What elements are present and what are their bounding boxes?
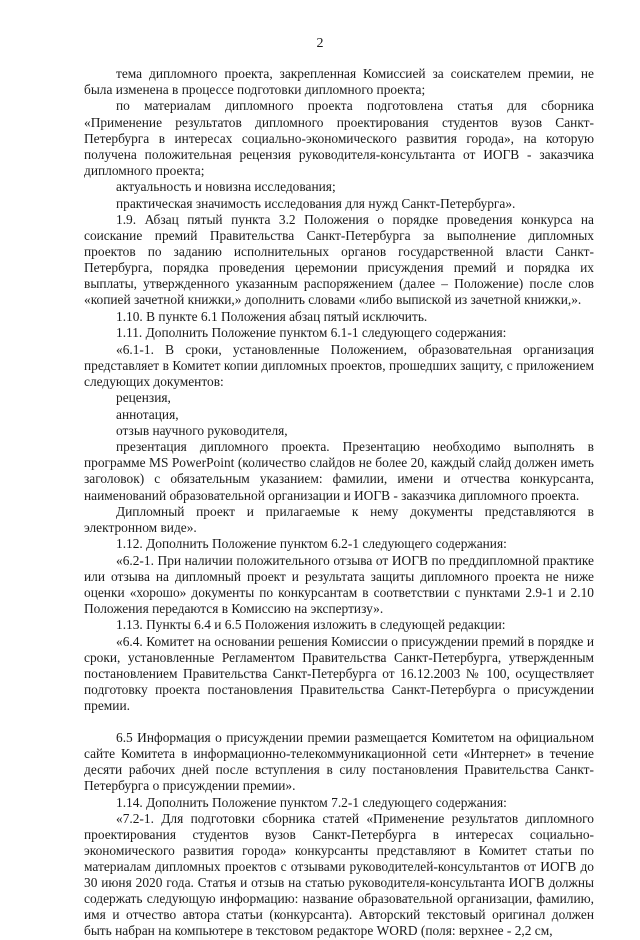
paragraph: 1.11. Дополнить Положение пунктом 6.1-1 следующего содержания: [116, 325, 507, 341]
paragraph: презентация дипломного проекта. Презентацию необходимо выполнять в программе MS PowerPoint (количество слайдов не более 20, каждый слайд должен иметь заголовок) с обязательным указанием: фамилии, имени и отчества конкурсанта, наименований образовательной организации и ИОГВ - заказчика дипломного проекта. [84, 439, 594, 503]
paragraph: тема дипломного проекта, закрепленная Комиссией за соискателем премии, не была изменена в процессе подготовки дипломного проекта; [84, 66, 594, 98]
paragraph: 1.9. Абзац пятый пункта 3.2 Положения о порядке проведения конкурса на соискание премий Правительства Санкт-Петербурга за выполнение дипломных проектов по заданию исполнительных органов государственной власти Санкт-Петербурга, порядка проведения церемонии присуждения премий и порядка их выплаты, утвержденного указанным распоряжением (далее – Положение) после слов «копией зачетной книжки,» дополнить словами «либо выпиской из зачетной книжки,». [84, 211, 594, 308]
paragraph: 1.12. Дополнить Положение пунктом 6.2-1 следующего содержания: [116, 536, 507, 552]
paragraph: 6.5 Информация о присуждении премии размещается Комитетом на официальном сайте Комитета в информационно-телекоммуникационной сети «Интернет» в течение десяти рабочих дней после вступления в силу постановления Правительства Санкт-Петербурга о присуждении премии». [84, 730, 594, 794]
paragraph: «7.2-1. Для подготовки сборника статей «Применение результатов дипломного проектирования студентов вузов Санкт-Петербурга в интересах социально-экономического развития города» конкурсанты представляют в Комитет статьи по материалам дипломных проектов с отзывами руководителей-консультантов от ИОГВ до 30 июня 2020 года. Статья и отзыв на статью руководителя-консультанта ИОГВ должны содержать следующую информацию: название образовательной организации, фамилию, имя и отчество автора статьи (конкурсанта). Авторский текстовый оригинал должен быть набран на компьютере в текстовом редакторе WORD (поля: верхнее - 2,2 см, [84, 811, 594, 939]
body-text [84, 66, 594, 940]
paragraph: 1.14. Дополнить Положение пунктом 7.2-1 следующего содержания: [116, 794, 507, 810]
paragraph: актуальность и новизна исследования; [116, 179, 336, 195]
page-number: 2 [316, 36, 324, 51]
paragraph: 1.13. Пункты 6.4 и 6.5 Положения изложить в следующей редакции: [116, 617, 506, 633]
paragraph: отзыв научного руководителя, [116, 422, 288, 438]
paragraph: «6.1-1. В сроки, установленные Положением, образовательная организация представляет в Комитет копии дипломных проектов, прошедших защиту, с приложением следующих документов: [84, 341, 594, 389]
paragraph: Дипломный проект и прилагаемые к нему документы представляются в электронном виде». [84, 503, 594, 535]
paragraph: рецензия, [116, 390, 171, 406]
paragraph: практическая значимость исследования для нужд Санкт-Петербурга». [116, 195, 516, 211]
paragraph: аннотация, [116, 406, 179, 422]
paragraph: по материалам дипломного проекта подготовлена статья для сборника «Применение результатов дипломного проектирования студентов вузов Санкт-Петербурга в интересах социально-экономического развития города», на которую получена положительная рецензия руководителя-консультанта от ИОГВ - заказчика дипломного проекта; [84, 98, 594, 178]
paragraph: 1.10. В пункте 6.1 Положения абзац пятый исключить. [116, 308, 428, 324]
paragraph: «6.4. Комитет на основании решения Комиссии о присуждении премий в порядке и сроки, установленные Регламентом Правительства Санкт-Петербурга, утвержденным постановлением Правительства Санкт-Петербурга от 16.12.2003 № 100, осуществляет подготовку проекта постановления Правительства Санкт-Петербурга о присуждении премии. [84, 633, 594, 714]
paragraph: «6.2-1. При наличии положительного отзыва от ИОГВ по преддипломной практике или отзыва на дипломный проект и результата защиты дипломного проекта не ниже оценки «хорошо» документы по конкурсантам в соответствии с пунктами 2.9-1 и 2.10 Положения передаются в Комиссию на экспертизу». [84, 552, 594, 617]
